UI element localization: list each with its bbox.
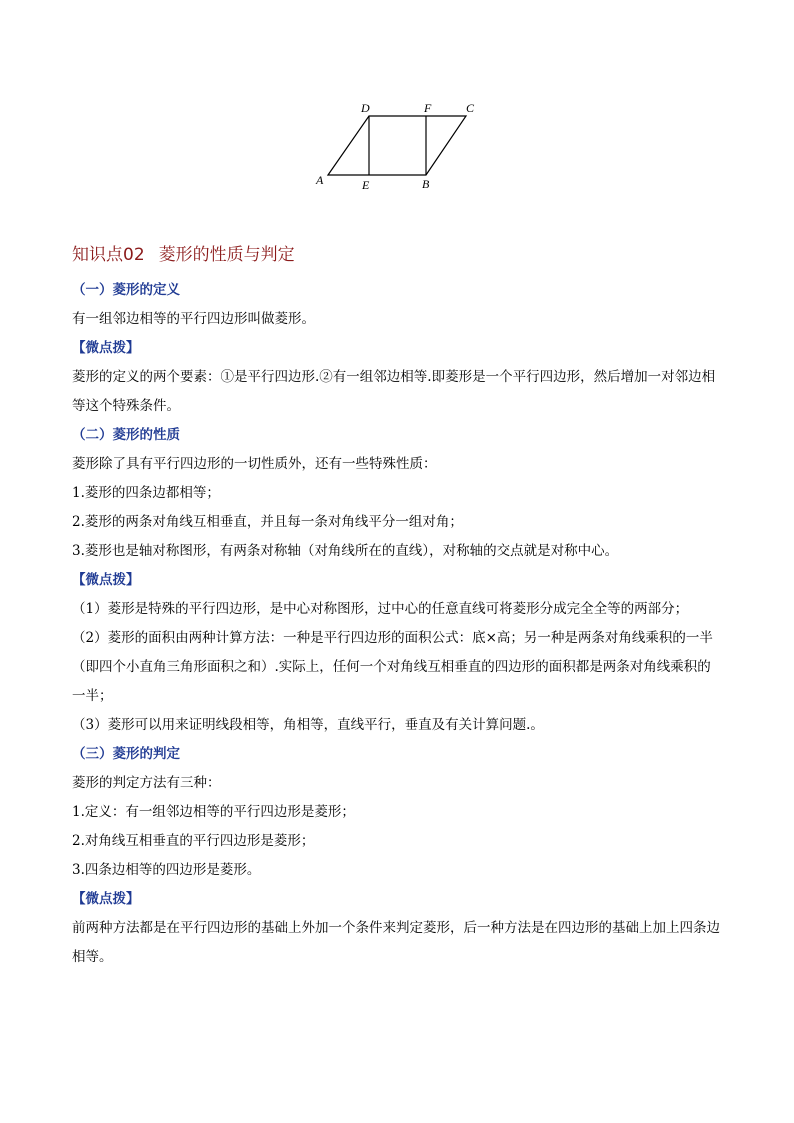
part3-intro: 菱形的判定方法有三种： (72, 775, 221, 791)
section-name: 菱形的性质与判定 (158, 245, 295, 265)
parallelogram-figure (300, 96, 490, 196)
part3-tip-text: 前两种方法都是在平行四边形的基础上外加一个条件来判定菱形，后一种方法是在四边形的基础上加上四条边相等。 (72, 920, 720, 965)
part3-item: 3.四条边相等的四边形是菱形。 (72, 862, 261, 878)
part1-heading: （一）菱形的定义 (72, 282, 180, 298)
part3-heading: （三）菱形的判定 (72, 746, 180, 762)
label-d: D (361, 101, 370, 115)
label-b: B (422, 177, 430, 191)
label-c: C (466, 101, 475, 115)
part3-tip-label: 【微点拨】 (72, 891, 140, 907)
parallelogram-abcd (328, 116, 466, 175)
label-a: A (316, 173, 324, 187)
part1-tip-label: 【微点拨】 (72, 340, 140, 356)
part1-definition: 有一组邻边相等的平行四边形叫做菱形。 (72, 311, 315, 327)
part2-heading: （二）菱形的性质 (72, 427, 180, 443)
part3-item: 2.对角线互相垂直的平行四边形是菱形； (72, 833, 315, 849)
part2-tip: （3）菱形可以用来证明线段相等，角相等，直线平行，垂直及有关计算问题.。 (72, 717, 544, 733)
label-e: E (362, 178, 370, 192)
section-number: 知识点02 (72, 245, 145, 265)
part2-item: 1.菱形的四条边都相等； (72, 485, 220, 501)
part2-item: 2.菱形的两条对角线互相垂直，并且每一条对角线平分一组对角； (72, 514, 463, 530)
part2-tip-label: 【微点拨】 (72, 572, 140, 588)
part2-item: 3.菱形也是轴对称图形，有两条对称轴（对角线所在的直线），对称轴的交点就是对称中心。 (72, 543, 619, 559)
section-content (72, 276, 722, 972)
label-f: F (424, 101, 432, 115)
part1-tip-text: 菱形的定义的两个要素：①是平行四边形.②有一组邻边相等.即菱形是一个平行四边形，然后增加一对邻边相等这个特殊条件。 (72, 369, 716, 414)
section-title (72, 240, 295, 265)
part3-item: 1.定义：有一组邻边相等的平行四边形是菱形； (72, 804, 355, 820)
part2-tip: （1）菱形是特殊的平行四边形，是中心对称图形，过中心的任意直线可将菱形分成完全全等的两部分； (72, 601, 689, 617)
parallelogram-diagram (300, 96, 490, 196)
part2-tip: （2）菱形的面积由两种计算方法：一种是平行四边形的面积公式：底×高；另一种是两条对角线乘积的一半（即四个小直角三角形面积之和）.实际上，任何一个对角线互相垂直的四边形的面积都是两条对角线乘积的一半； (72, 630, 713, 704)
part2-intro: 菱形除了具有平行四边形的一切性质外，还有一些特殊性质： (72, 456, 437, 472)
